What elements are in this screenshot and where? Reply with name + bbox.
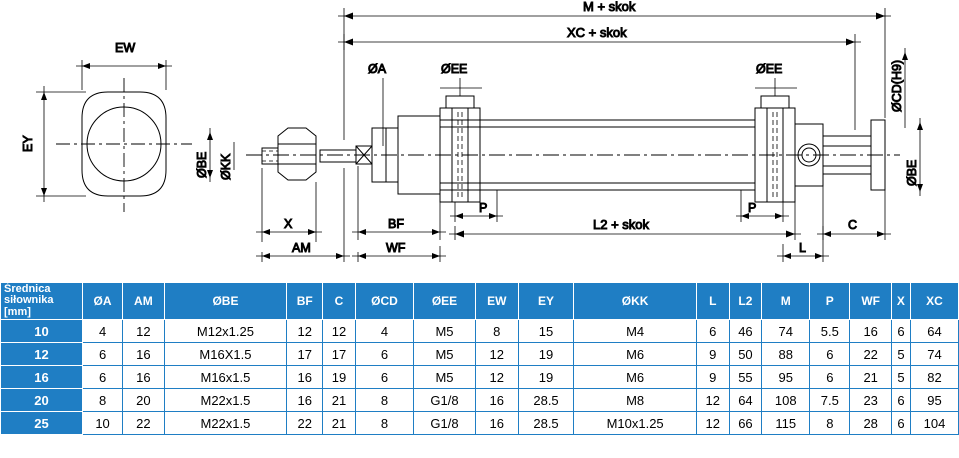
label-am: AM — [292, 241, 311, 255]
cell-r2-c9: 19 — [518, 366, 574, 389]
cell-r0-c15: 16 — [850, 320, 891, 343]
cell-r2-c10: M6 — [574, 366, 697, 389]
cell-r2-c12: 55 — [729, 366, 762, 389]
column-header-11: L — [696, 283, 729, 320]
cell-r3-c8: 16 — [475, 389, 518, 412]
cell-r1-c13: 88 — [762, 343, 810, 366]
column-header-17: XC — [910, 283, 958, 320]
label-diameter-kk: ØKK — [219, 153, 233, 180]
cell-r2-c13: 95 — [762, 366, 810, 389]
cell-r1-c17: 74 — [910, 343, 958, 366]
label-m-skok: M + skok — [583, 0, 636, 14]
rod-thread-end — [262, 148, 278, 164]
column-header-5: C — [323, 283, 356, 320]
cell-r4-c10: M10x1.25 — [574, 412, 697, 435]
cell-r0-c12: 46 — [729, 320, 762, 343]
cell-r0-c11: 6 — [696, 320, 729, 343]
table-row — [1, 389, 959, 412]
cell-r2-c5: 19 — [323, 366, 356, 389]
cell-r3-c16: 6 — [891, 389, 910, 412]
column-header-0: Średnica siłownika [mm] — [1, 283, 83, 320]
column-header-16: X — [891, 283, 910, 320]
piston-rod — [320, 150, 356, 162]
cell-r3-c11: 12 — [696, 389, 729, 412]
cell-r2-c3: M16x1.5 — [164, 366, 287, 389]
cell-r4-c7: G1/8 — [414, 412, 476, 435]
cell-r1-c15: 22 — [850, 343, 891, 366]
label-p-right: P — [748, 201, 757, 215]
cell-r0-c16: 6 — [891, 320, 910, 343]
right-port-boss — [761, 96, 789, 108]
cell-r2-c2: 16 — [123, 366, 165, 389]
row-header-bore: 16 — [1, 366, 83, 389]
cell-r0-c5: 12 — [323, 320, 356, 343]
cell-r1-c14: 6 — [810, 343, 850, 366]
cell-r1-c5: 17 — [323, 343, 356, 366]
label-l2-skok: L2 + skok — [593, 217, 650, 232]
row-header-bore: 12 — [1, 343, 83, 366]
cell-r3-c3: M22x1.5 — [164, 389, 287, 412]
cell-r4-c6: 8 — [355, 412, 413, 435]
label-bf: BF — [388, 217, 404, 231]
label-diameter-cd-h9: ØCD(H9) — [890, 59, 904, 112]
cell-r1-c16: 5 — [891, 343, 910, 366]
dimension-table — [0, 282, 959, 435]
label-diameter-be-right: ØBE — [905, 159, 919, 186]
column-header-2: AM — [123, 283, 165, 320]
cell-r4-c15: 28 — [850, 412, 891, 435]
cell-r1-c9: 19 — [518, 343, 574, 366]
cell-r2-c15: 21 — [850, 366, 891, 389]
cell-r4-c8: 16 — [475, 412, 518, 435]
column-header-10: ØKK — [574, 283, 697, 320]
cell-r1-c3: M16X1.5 — [164, 343, 287, 366]
table-row — [1, 412, 959, 435]
row-header-bore: 25 — [1, 412, 83, 435]
cell-r0-c9: 15 — [518, 320, 574, 343]
table-row — [1, 343, 959, 366]
column-header-3: ØBE — [164, 283, 287, 320]
cell-r1-c6: 6 — [355, 343, 413, 366]
cell-r0-c1: 4 — [83, 320, 123, 343]
cell-r4-c5: 21 — [323, 412, 356, 435]
cell-r0-c2: 12 — [123, 320, 165, 343]
cell-r1-c2: 16 — [123, 343, 165, 366]
table-header-row — [1, 283, 959, 320]
cell-r4-c16: 6 — [891, 412, 910, 435]
label-diameter-be-left: ØBE — [195, 151, 209, 178]
column-header-13: M — [762, 283, 810, 320]
cell-r2-c7: M5 — [414, 366, 476, 389]
label-p-left: P — [479, 201, 488, 215]
cell-r3-c2: 20 — [123, 389, 165, 412]
cell-r0-c17: 64 — [910, 320, 958, 343]
table-row — [1, 320, 959, 343]
table-row — [1, 366, 959, 389]
cell-r4-c1: 10 — [83, 412, 123, 435]
label-l: L — [799, 241, 806, 255]
cell-r4-c3: M22x1.5 — [164, 412, 287, 435]
cell-r2-c8: 12 — [475, 366, 518, 389]
cell-r3-c5: 21 — [323, 389, 356, 412]
cell-r4-c9: 28.5 — [518, 412, 574, 435]
column-header-4: BF — [287, 283, 323, 320]
label-c: C — [848, 218, 858, 232]
cell-r1-c10: M6 — [574, 343, 697, 366]
dimension-table-container — [0, 282, 959, 435]
cell-r2-c16: 5 — [891, 366, 910, 389]
column-header-15: WF — [850, 283, 891, 320]
column-header-9: EY — [518, 283, 574, 320]
row-header-bore: 10 — [1, 320, 83, 343]
cell-r3-c13: 108 — [762, 389, 810, 412]
cell-r0-c3: M12x1.25 — [164, 320, 287, 343]
cell-r3-c9: 28.5 — [518, 389, 574, 412]
label-xc-skok: XC + skok — [567, 25, 627, 40]
cell-r2-c6: 6 — [355, 366, 413, 389]
label-diameter-a: ØA — [368, 62, 387, 76]
cell-r0-c10: M4 — [574, 320, 697, 343]
cell-r4-c2: 22 — [123, 412, 165, 435]
column-header-1: ØA — [83, 283, 123, 320]
label-ew-top: EW — [115, 41, 136, 55]
cell-r2-c17: 82 — [910, 366, 958, 389]
label-diameter-ee-right: ØEE — [756, 62, 783, 76]
column-header-12: L2 — [729, 283, 762, 320]
cell-r2-c4: 16 — [287, 366, 323, 389]
cell-r4-c11: 12 — [696, 412, 729, 435]
cell-r4-c4: 22 — [287, 412, 323, 435]
column-header-8: EW — [475, 283, 518, 320]
cell-r3-c15: 23 — [850, 389, 891, 412]
cell-r1-c4: 17 — [287, 343, 323, 366]
cell-r0-c14: 5.5 — [810, 320, 850, 343]
table-body — [1, 320, 959, 435]
cell-r3-c14: 7.5 — [810, 389, 850, 412]
cell-r3-c17: 95 — [910, 389, 958, 412]
cell-r1-c1: 6 — [83, 343, 123, 366]
cell-r3-c4: 16 — [287, 389, 323, 412]
cell-r4-c17: 104 — [910, 412, 958, 435]
cell-r4-c13: 115 — [762, 412, 810, 435]
column-header-14: P — [810, 283, 850, 320]
cell-r2-c14: 6 — [810, 366, 850, 389]
cell-r3-c7: G1/8 — [414, 389, 476, 412]
cell-r0-c7: M5 — [414, 320, 476, 343]
cell-r1-c12: 50 — [729, 343, 762, 366]
cell-r0-c6: 4 — [355, 320, 413, 343]
cell-r4-c12: 66 — [729, 412, 762, 435]
cell-r1-c11: 9 — [696, 343, 729, 366]
cell-r3-c12: 64 — [729, 389, 762, 412]
cell-r0-c13: 74 — [762, 320, 810, 343]
cell-r0-c4: 12 — [287, 320, 323, 343]
cell-r1-c7: M5 — [414, 343, 476, 366]
column-header-6: ØCD — [355, 283, 413, 320]
cell-r3-c1: 8 — [83, 389, 123, 412]
left-port-boss — [446, 96, 474, 108]
rod-hex-nut — [278, 128, 316, 180]
cell-r2-c1: 6 — [83, 366, 123, 389]
cell-r2-c11: 9 — [696, 366, 729, 389]
cell-r1-c8: 12 — [475, 343, 518, 366]
cell-r4-c14: 8 — [810, 412, 850, 435]
cell-r0-c8: 8 — [475, 320, 518, 343]
label-x: X — [284, 217, 293, 231]
cell-r3-c6: 8 — [355, 389, 413, 412]
cell-r3-c10: M8 — [574, 389, 697, 412]
column-header-7: ØEE — [414, 283, 476, 320]
label-wf: WF — [386, 241, 406, 255]
label-diameter-ee-left: ØEE — [441, 62, 468, 76]
row-header-bore: 20 — [1, 389, 83, 412]
label-ey-left: EY — [21, 135, 35, 152]
